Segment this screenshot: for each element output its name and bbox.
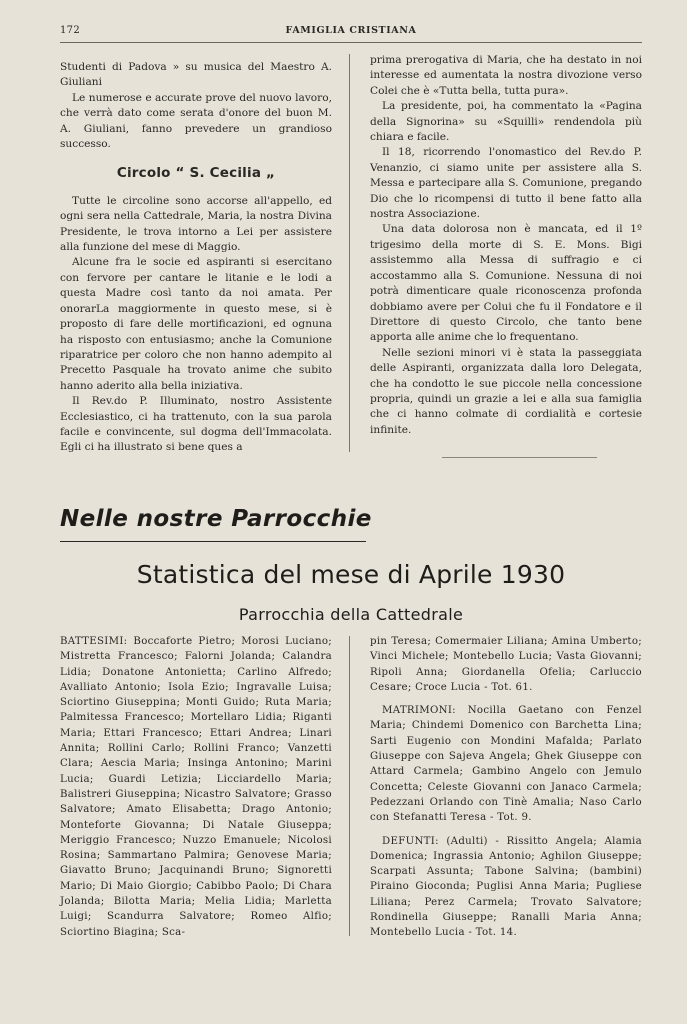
section-rule [60, 541, 366, 542]
parish-title: Parrocchia della Cattedrale [238, 605, 464, 624]
article-paragraph: Le numerose e accurate prove del nuovo lavoro, che verrà dato come serata d'onore del buon M. A. Giuliani, fanno prevedere un grandioso successo. [60, 91, 332, 151]
section-heading: Nelle nostre Parrocchie [60, 506, 372, 532]
header-rule [60, 42, 642, 43]
article-paragraph: Nelle sezioni minori vi è stata la passeggiata delle Aspiranti, organizzata dalla loro Delegata, che ha condotto le sue piccole nella concessione propria, quindi un grazie a lei e alla sua famiglia che ci hanno colmate di cordialità e cortesie infinite. [370, 346, 642, 436]
statistics-column-left [60, 634, 332, 940]
article-paragraph: Il 18, ricorrendo l'onomastico del Rev.do P. Venanzio, ci siamo unite per assistere alla S. Messa e partecipare alla S. Comunione, pregando Dio che lo ricompensi di tutto il bene fatto alla nostra Associazione. [370, 146, 642, 221]
statistics-title: Statistica del mese di Aprile 1930 [136, 560, 566, 589]
article-paragraph: Tutte le circoline sono accorse all'appello, ed ogni sera nella Cattedrale, Maria, la nostra Divina Presidente, le trova intorno a Lei per assistere alla funzione del mese di Maggio. [60, 194, 332, 254]
article-paragraph: Una data dolorosa non è mancata, ed il 1º trigesimo della morte di S. E. Mons. Bigi assistemmo alla Messa di suffragio e ci accostammo alla S. Comunione. Nessuna di noi potrà dimenticare quale riconoscenza profonda dobbiamo avere per Colui che fu il Fondatore e il Direttore di questo Circolo, che tanto bene apporta alle anime che lo frequentano. [370, 223, 642, 344]
article-paragraph: La presidente, poi, ha commentato la «Pagina della Signorina» su «Squilli» rendendola più chiara e facile. [370, 100, 642, 144]
column-divider [349, 54, 350, 452]
magazine-title: FAMIGLIA CRISTIANA [285, 25, 417, 36]
column-divider [349, 636, 350, 936]
article-paragraph: Alcune fra le socie ed aspiranti si esercitano con fervore per cantare le litanie e le lodi a questa Madre così tanto da noi amata. Per onorarLa maggiormente in questo mese, si è proposto di fare delle mortificazioni, ed ognuna ha risposto con entusiasmo; anche la Comunione riparatrice per coloro che non hanno adempito al Precetto Pasquale ha trovato anime che subito hanno aderito alla bella iniziativa. [60, 256, 332, 392]
circolo-heading: Circolo “ S. Cecilia „ [116, 165, 276, 182]
deaths-list: DEFUNTI: (Adulti) - Rissitto Angela; Alamia Domenica; Ingrassia Antonio; Aghilon Giuseppe; Scarpati Assunta; Tabone Salvina; (bambini) Piraino Gioconda; Puglisi Anna Maria; Pugliese Liliana; Perez Carmela; Trovato Salvatore; Rondinella Giuseppe; Ranalli Maria Anna; Montebello Lucia - Tot. 14. [370, 835, 642, 939]
page-header [60, 22, 642, 40]
article-column-left [60, 60, 332, 456]
article-paragraph: Studenti di Padova » su musica del Maestro A. Giuliani [60, 61, 332, 89]
page-number: 172 [60, 25, 80, 36]
marriages-list: MATRIMONI: Nocilla Gaetano con Fenzel Maria; Chindemi Domenico con Barchetta Lina; Sarti Eugenio con Mondini Mafalda; Parlato Giuseppe con Sajeva Angela; Ghek Giuseppe con Attard Carmela; Gambino Angelo con Jemulo Concetta; Celeste Giovanni con Janaco Carmela; Pedezzani Orlando con Tinè Amalia; Naso Carlo con Stefanatti Teresa - Tot. 9. [370, 705, 642, 824]
article-paragraph: Il Rev.do P. Illuminato, nostro Assistente Ecclesiastico, ci ha trattenuto, con la sua parola facile e convincente, sul dogma dell'Immacolata. Egli ci ha illustrato si bene ques a [60, 395, 332, 454]
article-paragraph: prima prerogativa di Maria, che ha destato in noi interesse ed aumentata la nostra divozione verso Colei che è «Tutta bella, tutta pura». [370, 54, 642, 97]
statistics-column-right [370, 634, 642, 949]
article-column-right [370, 53, 642, 438]
end-rule [442, 457, 597, 458]
baptisms-list: BATTESIMI: Boccaforte Pietro; Morosi Luciano; Mistretta Francesco; Falorni Jolanda; Calandra Lidia; Donatone Antonietta; Carlino Alfredo; Avalliato Antonio; Isola Ezio; Ingravalle Luisa; Sciortino Giuseppina; Monti Guido; Ruta Maria; Palmitessa Francesco; Mortellaro Lidia; Riganti Maria; Ettari Francesco; Ettari Andrea; Linari Annita; Rollini Carlo; Rollini Franco; Vanzetti Clara; Aescia Maria; Insinga Antonino; Marini Lucia; Guardi Letizia; Licciardello Maria; Balistreri Giuseppina; Nicastro Salvatore; Grasso Salvatore; Amato Elisabetta; Drago Antonio; Monteforte Giovanna; Di Natale Giuseppa; Meriggio Francesco; Nuzzo Emanuele; Nicolosi Rosina; Sammartano Palmira; Genovese Maria; Giavatto Bruno; Jacquinandi Bruno; Signoretti Mario; Di Maio Giorgio; Cabibbo Paolo; Di Chara Jolanda; Bilotta Maria; Melia Lidia; Marletta Luigi; Scandurra Salvatore; Romeo Alfio; Sciortino Biagina; Sca- [60, 636, 332, 938]
baptisms-list-continued: pin Teresa; Comermaier Liliana; Amina Umberto; Vinci Michele; Montebello Lucia; Vasta Giovanni; Ripoli Anna; Giordanella Ofelia; Carluccio Cesare; Croce Lucia - Tot. 61. [370, 636, 642, 693]
